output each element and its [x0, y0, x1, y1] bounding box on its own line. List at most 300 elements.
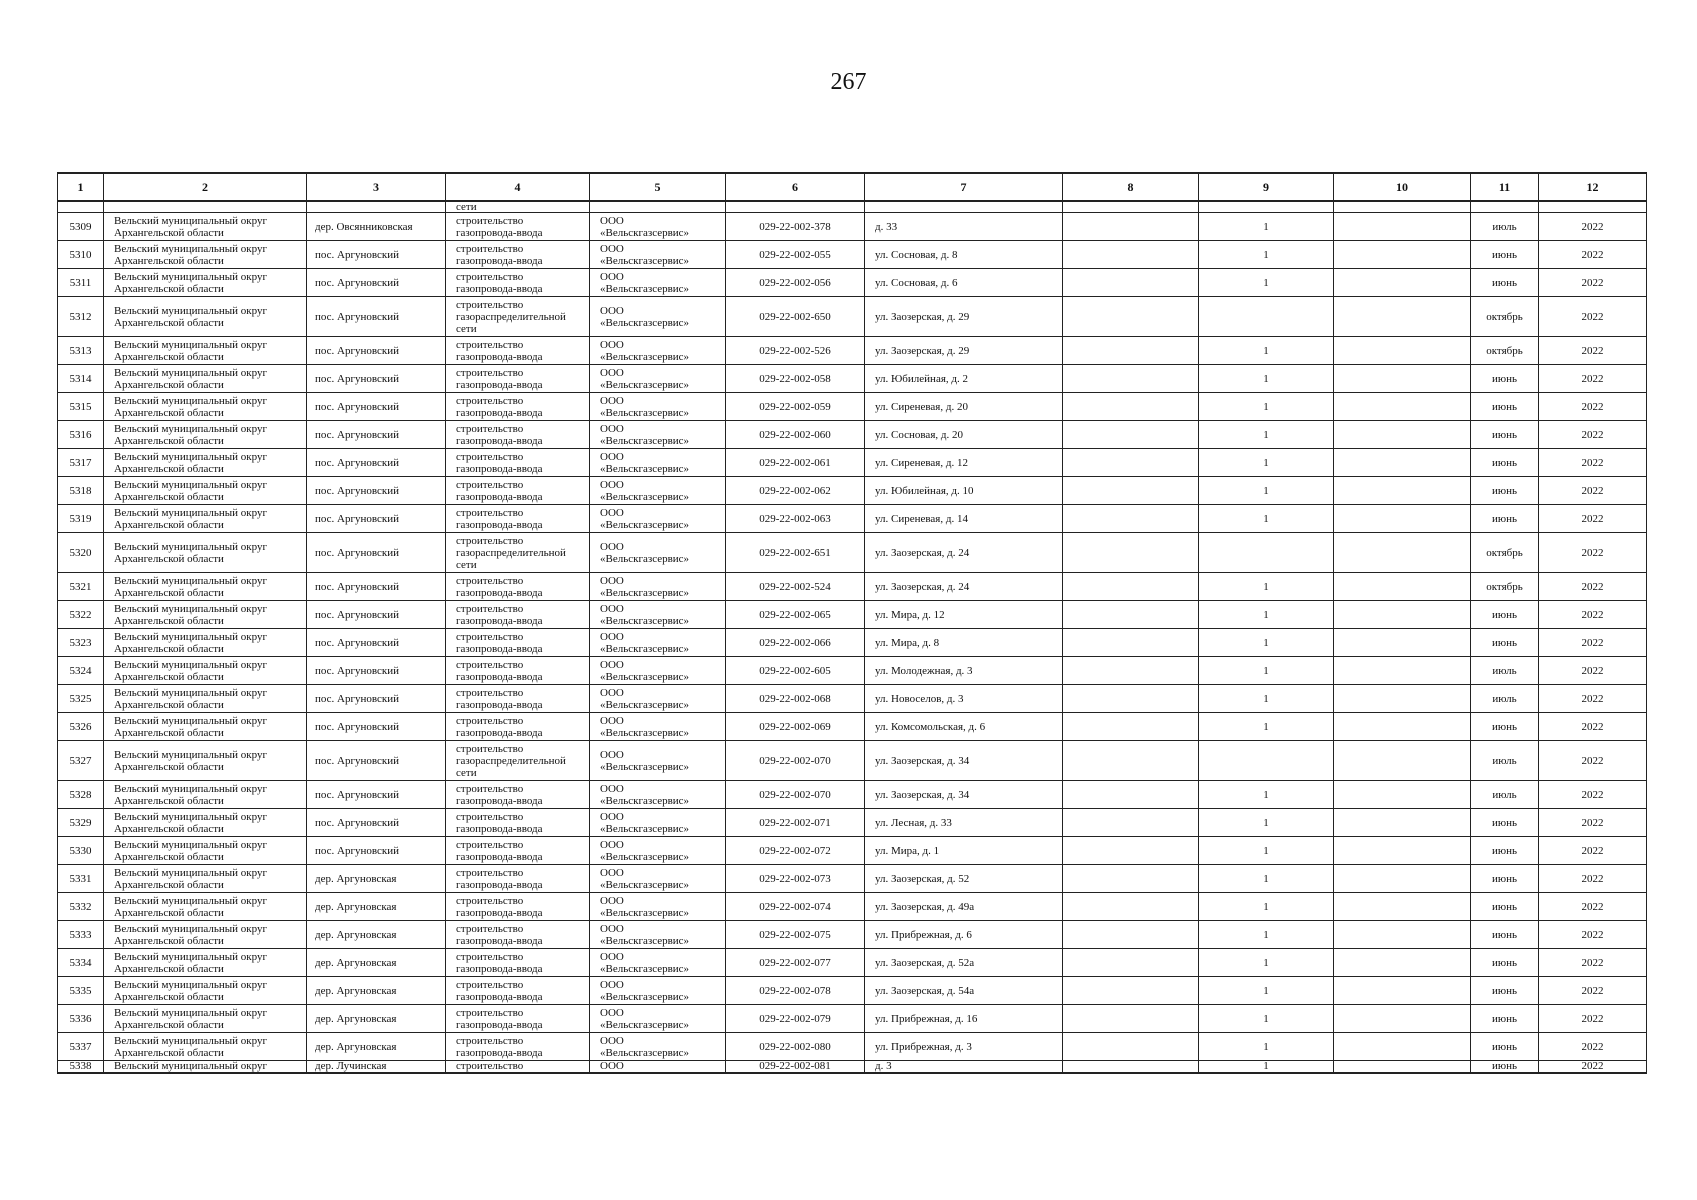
municipal-okrug-cell: Вельский муниципальный округ Архангельской области: [104, 1033, 307, 1061]
address-cell: ул. Юбилейная, д. 2: [865, 365, 1063, 393]
municipal-okrug-cell: Вельский муниципальный округ Архангельской области: [104, 601, 307, 629]
year-cell: 2022: [1539, 573, 1647, 601]
row-number: 5311: [58, 269, 104, 297]
row-number: 5312: [58, 297, 104, 337]
column-8-cell: [1063, 977, 1199, 1005]
work-type-cell: строительство газопровода-ввода: [446, 365, 590, 393]
municipal-okrug-cell: Вельский муниципальный округ Архангельской области: [104, 449, 307, 477]
column-8-cell: [1063, 533, 1199, 573]
settlement-cell: пос. Аргуновский: [307, 365, 446, 393]
table-row: [58, 421, 1647, 449]
quantity-cell: 1: [1199, 893, 1334, 921]
quantity-cell: 1: [1199, 241, 1334, 269]
quantity-cell: 1: [1199, 1033, 1334, 1061]
year-cell: 2022: [1539, 393, 1647, 421]
settlement-cell: дер. Аргуновская: [307, 977, 446, 1005]
address-cell: ул. Заозерская, д. 29: [865, 337, 1063, 365]
year-cell: 2022: [1539, 781, 1647, 809]
organization-cell: ООО «Вельскгазсервис»: [590, 337, 726, 365]
month-cell: июнь: [1471, 1061, 1539, 1074]
year-cell: 2022: [1539, 685, 1647, 713]
month-cell: июнь: [1471, 269, 1539, 297]
row-number: 5321: [58, 573, 104, 601]
municipal-okrug-cell: Вельский муниципальный округ Архангельской области: [104, 213, 307, 241]
year-cell: 2022: [1539, 1005, 1647, 1033]
work-type-cell: строительство газораспределительной сети: [446, 741, 590, 781]
municipal-okrug-cell: Вельский муниципальный округ Архангельской области: [104, 573, 307, 601]
work-type-cell: строительство газопровода-ввода: [446, 809, 590, 837]
column-header: 6: [726, 173, 865, 201]
column-8-cell: [1063, 1061, 1199, 1074]
column-8-cell: [1063, 601, 1199, 629]
year-cell: 2022: [1539, 921, 1647, 949]
organization-cell: ООО «Вельскгазсервис»: [590, 269, 726, 297]
address-cell: ул. Прибрежная, д. 3: [865, 1033, 1063, 1061]
address-cell: ул. Прибрежная, д. 16: [865, 1005, 1063, 1033]
table-row: [58, 741, 1647, 781]
municipal-okrug-cell: Вельский муниципальный округ Архангельской области: [104, 921, 307, 949]
organization-cell: ООО «Вельскгазсервис»: [590, 213, 726, 241]
work-type-cell: строительство газопровода-ввода: [446, 949, 590, 977]
year-cell: 2022: [1539, 629, 1647, 657]
month-cell: июнь: [1471, 865, 1539, 893]
column-header: 12: [1539, 173, 1647, 201]
address-cell: ул. Лесная, д. 33: [865, 809, 1063, 837]
municipal-okrug-cell: Вельский муниципальный округ Архангельской области: [104, 269, 307, 297]
column-8-cell: [1063, 713, 1199, 741]
settlement-cell: пос. Аргуновский: [307, 449, 446, 477]
column-8-cell: [1063, 1005, 1199, 1033]
settlement-cell: пос. Аргуновский: [307, 601, 446, 629]
column-10-cell: [1334, 809, 1471, 837]
year-cell: 2022: [1539, 505, 1647, 533]
settlement-cell: пос. Аргуновский: [307, 241, 446, 269]
object-code-cell: 029-22-002-066: [726, 629, 865, 657]
settlement-cell: пос. Аргуновский: [307, 713, 446, 741]
row-number: 5309: [58, 213, 104, 241]
table-row: [58, 269, 1647, 297]
row-number: 5328: [58, 781, 104, 809]
continuation-row: [58, 201, 1647, 213]
address-cell: ул. Заозерская, д. 29: [865, 297, 1063, 337]
column-10-cell: [1334, 1005, 1471, 1033]
quantity-cell: 1: [1199, 809, 1334, 837]
year-cell: 2022: [1539, 809, 1647, 837]
work-type-cell: строительство газопровода-ввода: [446, 977, 590, 1005]
object-code-cell: 029-22-002-073: [726, 865, 865, 893]
municipal-okrug-cell: Вельский муниципальный округ Архангельской области: [104, 477, 307, 505]
organization-cell: ООО «Вельскгазсервис»: [590, 865, 726, 893]
object-code-cell: 029-22-002-605: [726, 657, 865, 685]
year-cell: 2022: [1539, 713, 1647, 741]
address-cell: ул. Заозерская, д. 34: [865, 741, 1063, 781]
month-cell: октябрь: [1471, 533, 1539, 573]
month-cell: октябрь: [1471, 573, 1539, 601]
municipal-okrug-cell: Вельский муниципальный округ Архангельской области: [104, 421, 307, 449]
municipal-okrug-cell: Вельский муниципальный округ Архангельской области: [104, 741, 307, 781]
row-number: 5325: [58, 685, 104, 713]
work-type-cell: строительство газопровода-ввода: [446, 337, 590, 365]
column-header: 1: [58, 173, 104, 201]
row-number: 5318: [58, 477, 104, 505]
column-8-cell: [1063, 297, 1199, 337]
column-10-cell: [1334, 949, 1471, 977]
address-cell: ул. Сиреневая, д. 12: [865, 449, 1063, 477]
month-cell: июнь: [1471, 1033, 1539, 1061]
object-code-cell: 029-22-002-081: [726, 1061, 865, 1074]
row-number: 5323: [58, 629, 104, 657]
year-cell: 2022: [1539, 337, 1647, 365]
organization-cell: ООО «Вельскгазсервис»: [590, 921, 726, 949]
organization-cell: ООО «Вельскгазсервис»: [590, 477, 726, 505]
work-type-cell: строительство газораспределительной сети: [446, 297, 590, 337]
municipal-okrug-cell: Вельский муниципальный округ Архангельской области: [104, 1005, 307, 1033]
column-10-cell: [1334, 213, 1471, 241]
municipal-okrug-cell: Вельский муниципальный округ Архангельской области: [104, 393, 307, 421]
table-row: [58, 241, 1647, 269]
object-code-cell: 029-22-002-061: [726, 449, 865, 477]
column-10-cell: [1334, 837, 1471, 865]
settlement-cell: пос. Аргуновский: [307, 533, 446, 573]
column-10-cell: [1334, 449, 1471, 477]
month-cell: июнь: [1471, 365, 1539, 393]
column-8-cell: [1063, 477, 1199, 505]
month-cell: июнь: [1471, 449, 1539, 477]
organization-cell: ООО «Вельскгазсервис»: [590, 949, 726, 977]
work-type-cell: строительство газопровода-ввода: [446, 477, 590, 505]
month-cell: июль: [1471, 213, 1539, 241]
column-header: 10: [1334, 173, 1471, 201]
column-10-cell: [1334, 1033, 1471, 1061]
table-row: [58, 949, 1647, 977]
month-cell: июль: [1471, 781, 1539, 809]
month-cell: июнь: [1471, 393, 1539, 421]
settlement-cell: пос. Аргуновский: [307, 741, 446, 781]
object-code-cell: 029-22-002-072: [726, 837, 865, 865]
work-type-cell: строительство газопровода-ввода: [446, 781, 590, 809]
column-10-cell: [1334, 685, 1471, 713]
work-type-cell: строительство газопровода-ввода: [446, 449, 590, 477]
quantity-cell: 1: [1199, 449, 1334, 477]
municipal-okrug-cell: Вельский муниципальный округ Архангельской области: [104, 949, 307, 977]
organization-cell: ООО «Вельскгазсервис»: [590, 1005, 726, 1033]
quantity-cell: 1: [1199, 865, 1334, 893]
month-cell: июнь: [1471, 421, 1539, 449]
row-number: 5326: [58, 713, 104, 741]
address-cell: ул. Сиреневая, д. 20: [865, 393, 1063, 421]
address-cell: ул. Мира, д. 8: [865, 629, 1063, 657]
organization-cell: ООО «Вельскгазсервис»: [590, 601, 726, 629]
quantity-cell: 1: [1199, 1061, 1334, 1074]
table-row: [58, 505, 1647, 533]
column-10-cell: [1334, 365, 1471, 393]
organization-cell: ООО «Вельскгазсервис»: [590, 573, 726, 601]
object-code-cell: 029-22-002-526: [726, 337, 865, 365]
work-type-cell: строительство газопровода-ввода: [446, 393, 590, 421]
organization-cell: ООО «Вельскгазсервис»: [590, 781, 726, 809]
column-10-cell: [1334, 629, 1471, 657]
column-10-cell: [1334, 241, 1471, 269]
address-cell: ул. Заозерская, д. 52а: [865, 949, 1063, 977]
row-number: 5335: [58, 977, 104, 1005]
object-code-cell: 029-22-002-080: [726, 1033, 865, 1061]
column-header: 8: [1063, 173, 1199, 201]
object-code-cell: 029-22-002-068: [726, 685, 865, 713]
organization-cell: ООО «Вельскгазсервис»: [590, 533, 726, 573]
settlement-cell: пос. Аргуновский: [307, 685, 446, 713]
address-cell: д. 33: [865, 213, 1063, 241]
municipal-okrug-cell: Вельский муниципальный округ Архангельской области: [104, 337, 307, 365]
year-cell: 2022: [1539, 977, 1647, 1005]
year-cell: 2022: [1539, 269, 1647, 297]
header-row: [58, 173, 1647, 201]
quantity-cell: 1: [1199, 977, 1334, 1005]
column-header: 4: [446, 173, 590, 201]
object-code-cell: 029-22-002-055: [726, 241, 865, 269]
row-number: 5316: [58, 421, 104, 449]
municipal-okrug-cell: Вельский муниципальный округ Архангельской области: [104, 629, 307, 657]
column-8-cell: [1063, 837, 1199, 865]
column-10-cell: [1334, 921, 1471, 949]
table-row: [58, 865, 1647, 893]
row-number: 5334: [58, 949, 104, 977]
month-cell: октябрь: [1471, 297, 1539, 337]
row-number: 5314: [58, 365, 104, 393]
municipal-okrug-cell: Вельский муниципальный округ: [104, 1061, 307, 1074]
month-cell: июль: [1471, 741, 1539, 781]
column-header: 9: [1199, 173, 1334, 201]
row-number: 5332: [58, 893, 104, 921]
year-cell: 2022: [1539, 365, 1647, 393]
municipal-okrug-cell: Вельский муниципальный округ Архангельской области: [104, 837, 307, 865]
table-row: [58, 657, 1647, 685]
address-cell: ул. Заозерская, д. 34: [865, 781, 1063, 809]
settlement-cell: дер. Аргуновская: [307, 1005, 446, 1033]
municipal-okrug-cell: Вельский муниципальный округ Архангельской области: [104, 533, 307, 573]
column-8-cell: [1063, 505, 1199, 533]
column-header: 2: [104, 173, 307, 201]
municipal-okrug-cell: Вельский муниципальный округ Архангельской области: [104, 657, 307, 685]
column-8-cell: [1063, 421, 1199, 449]
address-cell: ул. Комсомольская, д. 6: [865, 713, 1063, 741]
settlement-cell: пос. Аргуновский: [307, 337, 446, 365]
month-cell: июнь: [1471, 949, 1539, 977]
month-cell: июль: [1471, 657, 1539, 685]
work-type-cell: строительство газопровода-ввода: [446, 573, 590, 601]
organization-cell: ООО «Вельскгазсервис»: [590, 713, 726, 741]
table-row: [58, 533, 1647, 573]
year-cell: 2022: [1539, 213, 1647, 241]
object-code-cell: 029-22-002-070: [726, 781, 865, 809]
settlement-cell: пос. Аргуновский: [307, 781, 446, 809]
column-8-cell: [1063, 393, 1199, 421]
year-cell: 2022: [1539, 601, 1647, 629]
column-8-cell: [1063, 449, 1199, 477]
organization-cell: ООО «Вельскгазсервис»: [590, 629, 726, 657]
month-cell: июнь: [1471, 505, 1539, 533]
year-cell: 2022: [1539, 865, 1647, 893]
month-cell: июнь: [1471, 1005, 1539, 1033]
organization-cell: ООО «Вельскгазсервис»: [590, 505, 726, 533]
municipal-okrug-cell: Вельский муниципальный округ Архангельской области: [104, 865, 307, 893]
row-number: 5315: [58, 393, 104, 421]
year-cell: 2022: [1539, 1061, 1647, 1074]
table-row: [58, 573, 1647, 601]
settlement-cell: пос. Аргуновский: [307, 477, 446, 505]
table-row: [58, 837, 1647, 865]
address-cell: ул. Заозерская, д. 52: [865, 865, 1063, 893]
municipal-okrug-cell: Вельский муниципальный округ Архангельской области: [104, 365, 307, 393]
settlement-cell: пос. Аргуновский: [307, 809, 446, 837]
column-header: 3: [307, 173, 446, 201]
settlement-cell: пос. Аргуновский: [307, 629, 446, 657]
quantity-cell: 1: [1199, 477, 1334, 505]
organization-cell: ООО «Вельскгазсервис»: [590, 837, 726, 865]
organization-cell: ООО «Вельскгазсервис»: [590, 977, 726, 1005]
municipal-okrug-cell: Вельский муниципальный округ Архангельской области: [104, 893, 307, 921]
month-cell: июнь: [1471, 241, 1539, 269]
quantity-cell: 1: [1199, 781, 1334, 809]
column-8-cell: [1063, 685, 1199, 713]
column-header: 11: [1471, 173, 1539, 201]
object-code-cell: 029-22-002-079: [726, 1005, 865, 1033]
object-code-cell: 029-22-002-059: [726, 393, 865, 421]
work-type-cell: строительство газопровода-ввода: [446, 241, 590, 269]
address-cell: ул. Прибрежная, д. 6: [865, 921, 1063, 949]
column-10-cell: [1334, 393, 1471, 421]
year-cell: 2022: [1539, 1033, 1647, 1061]
object-code-cell: 029-22-002-060: [726, 421, 865, 449]
object-code-cell: 029-22-002-078: [726, 977, 865, 1005]
row-number: 5313: [58, 337, 104, 365]
table-row: [58, 297, 1647, 337]
municipal-okrug-cell: Вельский муниципальный округ Архангельской области: [104, 809, 307, 837]
column-8-cell: [1063, 213, 1199, 241]
column-8-cell: [1063, 741, 1199, 781]
column-10-cell: [1334, 505, 1471, 533]
organization-cell: ООО «Вельскгазсервис»: [590, 449, 726, 477]
quantity-cell: [1199, 741, 1334, 781]
register-table: [57, 172, 1647, 1074]
address-cell: ул. Заозерская, д. 54а: [865, 977, 1063, 1005]
organization-cell: ООО «Вельскгазсервис»: [590, 365, 726, 393]
year-cell: 2022: [1539, 893, 1647, 921]
work-type-cell: строительство газопровода-ввода: [446, 505, 590, 533]
quantity-cell: 1: [1199, 657, 1334, 685]
table-row: [58, 713, 1647, 741]
quantity-cell: 1: [1199, 629, 1334, 657]
column-8-cell: [1063, 365, 1199, 393]
quantity-cell: 1: [1199, 393, 1334, 421]
work-type-cell: строительство газопровода-ввода: [446, 921, 590, 949]
continuation-cell: сети: [446, 201, 590, 213]
municipal-okrug-cell: Вельский муниципальный округ Архангельской области: [104, 713, 307, 741]
organization-cell: ООО «Вельскгазсервис»: [590, 685, 726, 713]
month-cell: июнь: [1471, 893, 1539, 921]
address-cell: ул. Новоселов, д. 3: [865, 685, 1063, 713]
address-cell: ул. Молодежная, д. 3: [865, 657, 1063, 685]
table-row: [58, 1061, 1647, 1074]
row-number: 5333: [58, 921, 104, 949]
row-number: 5336: [58, 1005, 104, 1033]
municipal-okrug-cell: Вельский муниципальный округ Архангельской области: [104, 505, 307, 533]
year-cell: 2022: [1539, 949, 1647, 977]
work-type-cell: строительство газораспределительной сети: [446, 533, 590, 573]
municipal-okrug-cell: Вельский муниципальный округ Архангельской области: [104, 297, 307, 337]
month-cell: июнь: [1471, 809, 1539, 837]
settlement-cell: пос. Аргуновский: [307, 269, 446, 297]
column-10-cell: [1334, 337, 1471, 365]
settlement-cell: дер. Аргуновская: [307, 893, 446, 921]
settlement-cell: дер. Аргуновская: [307, 949, 446, 977]
work-type-cell: строительство газопровода-ввода: [446, 213, 590, 241]
month-cell: июнь: [1471, 921, 1539, 949]
month-cell: июль: [1471, 685, 1539, 713]
address-cell: ул. Юбилейная, д. 10: [865, 477, 1063, 505]
work-type-cell: строительство газопровода-ввода: [446, 1005, 590, 1033]
table-row: [58, 1033, 1647, 1061]
address-cell: д. 3: [865, 1061, 1063, 1074]
object-code-cell: 029-22-002-651: [726, 533, 865, 573]
quantity-cell: [1199, 533, 1334, 573]
table-row: [58, 921, 1647, 949]
object-code-cell: 029-22-002-065: [726, 601, 865, 629]
table-row: [58, 977, 1647, 1005]
column-8-cell: [1063, 573, 1199, 601]
table-row: [58, 337, 1647, 365]
quantity-cell: 1: [1199, 1005, 1334, 1033]
address-cell: ул. Мира, д. 1: [865, 837, 1063, 865]
column-10-cell: [1334, 601, 1471, 629]
work-type-cell: строительство газопровода-ввода: [446, 865, 590, 893]
row-number: 5319: [58, 505, 104, 533]
page-number: 267: [830, 69, 867, 95]
row-number: 5329: [58, 809, 104, 837]
column-10-cell: [1334, 1061, 1471, 1074]
address-cell: ул. Заозерская, д. 24: [865, 573, 1063, 601]
address-cell: ул. Сосновая, д. 8: [865, 241, 1063, 269]
organization-cell: ООО «Вельскгазсервис»: [590, 393, 726, 421]
column-10-cell: [1334, 269, 1471, 297]
quantity-cell: 1: [1199, 337, 1334, 365]
address-cell: ул. Сиреневая, д. 14: [865, 505, 1063, 533]
organization-cell: ООО «Вельскгазсервис»: [590, 741, 726, 781]
column-10-cell: [1334, 893, 1471, 921]
organization-cell: ООО «Вельскгазсервис»: [590, 297, 726, 337]
column-8-cell: [1063, 893, 1199, 921]
organization-cell: ООО «Вельскгазсервис»: [590, 1033, 726, 1061]
column-8-cell: [1063, 269, 1199, 297]
work-type-cell: строительство газопровода-ввода: [446, 421, 590, 449]
column-10-cell: [1334, 297, 1471, 337]
table-row: [58, 781, 1647, 809]
column-8-cell: [1063, 809, 1199, 837]
column-8-cell: [1063, 629, 1199, 657]
quantity-cell: 1: [1199, 713, 1334, 741]
settlement-cell: пос. Аргуновский: [307, 573, 446, 601]
year-cell: 2022: [1539, 297, 1647, 337]
address-cell: ул. Заозерская, д. 24: [865, 533, 1063, 573]
column-10-cell: [1334, 573, 1471, 601]
work-type-cell: строительство газопровода-ввода: [446, 837, 590, 865]
year-cell: 2022: [1539, 241, 1647, 269]
year-cell: 2022: [1539, 657, 1647, 685]
table-row: [58, 601, 1647, 629]
month-cell: июнь: [1471, 977, 1539, 1005]
settlement-cell: пос. Аргуновский: [307, 297, 446, 337]
work-type-cell: строительство газопровода-ввода: [446, 713, 590, 741]
table-row: [58, 1005, 1647, 1033]
